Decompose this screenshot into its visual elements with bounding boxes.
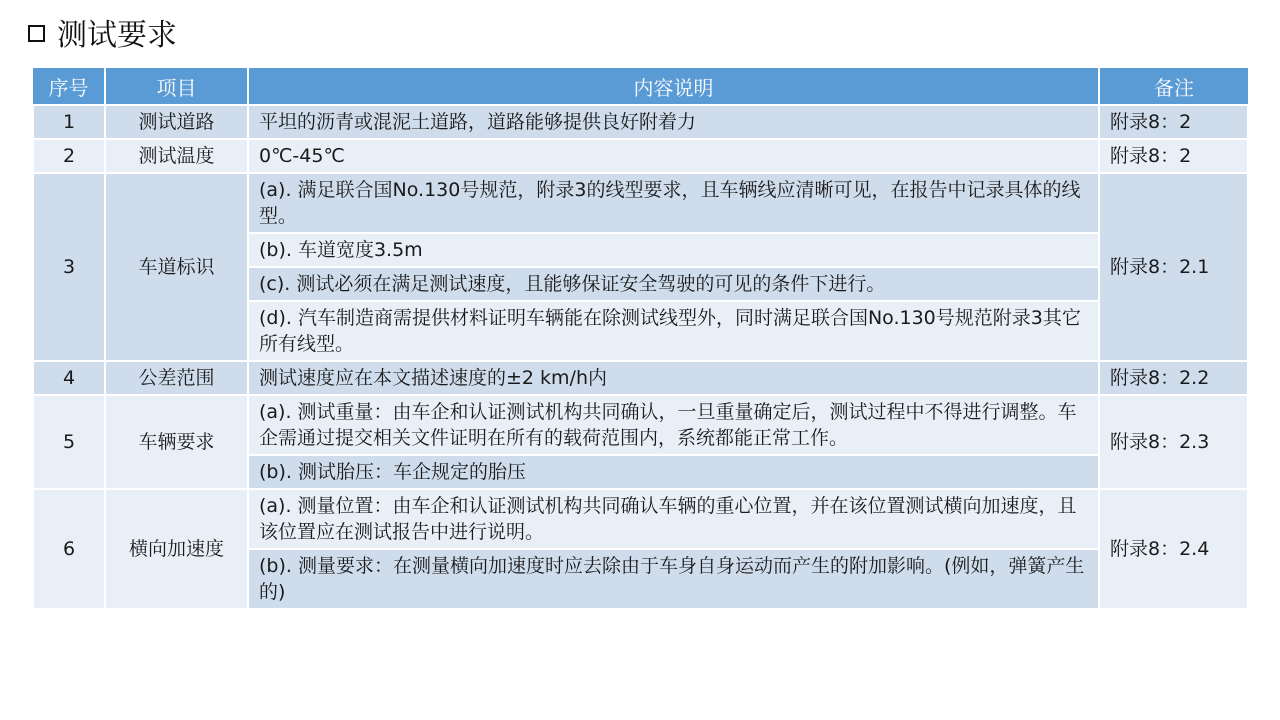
page-title <box>28 10 177 54</box>
table-row <box>33 173 1248 233</box>
row-note: 附录8：2.1 <box>1099 173 1248 361</box>
row-note: 附录8：2 <box>1099 105 1248 139</box>
header-index: 序号 <box>33 68 105 105</box>
row-content: (b). 测试胎压：车企规定的胎压 <box>248 455 1099 489</box>
row-content: (a). 测试重量：由车企和认证测试机构共同确认，一旦重量确定后，测试过程中不得进行调整。车企需通过提交相关文件证明在所有的载荷范围内，系统都能正常工作。 <box>248 395 1099 455</box>
table-row <box>33 361 1248 395</box>
table-header-row <box>33 68 1248 105</box>
table-row <box>33 395 1248 455</box>
row-note: 附录8：2.2 <box>1099 361 1248 395</box>
checkbox-icon <box>28 25 45 42</box>
row-content: (a). 测量位置：由车企和认证测试机构共同确认车辆的重心位置，并在该位置测试横向加速度，且该位置应在测试报告中进行说明。 <box>248 489 1099 549</box>
row-content: (a). 满足联合国No.130号规范，附录3的线型要求，且车辆线应清晰可见，在报告中记录具体的线型。 <box>248 173 1099 233</box>
row-content: (d). 汽车制造商需提供材料证明车辆能在除测试线型外，同时满足联合国No.130号规范附录3其它所有线型。 <box>248 301 1099 361</box>
row-note: 附录8：2.3 <box>1099 395 1248 489</box>
row-note: 附录8：2.4 <box>1099 489 1248 609</box>
requirements-table <box>32 68 1249 610</box>
row-content: (b). 车道宽度3.5m <box>248 233 1099 267</box>
row-content: 测试速度应在本文描述速度的±2 km/h内 <box>248 361 1099 395</box>
table-row <box>33 105 1248 139</box>
header-item: 项目 <box>105 68 248 105</box>
row-content: (c). 测试必须在满足测试速度，且能够保证安全驾驶的可见的条件下进行。 <box>248 267 1099 301</box>
table-row <box>33 489 1248 549</box>
row-item: 车辆要求 <box>105 395 248 489</box>
header-content: 内容说明 <box>248 68 1099 105</box>
row-content: 0℃-45℃ <box>248 139 1099 173</box>
row-item: 横向加速度 <box>105 489 248 609</box>
row-note: 附录8：2 <box>1099 139 1248 173</box>
table-row <box>33 139 1248 173</box>
row-index: 6 <box>33 489 105 609</box>
row-index: 2 <box>33 139 105 173</box>
row-content: (b). 测量要求：在测量横向加速度时应去除由于车身自身运动而产生的附加影响。(例如，弹簧产生的) <box>248 549 1099 609</box>
row-item: 车道标识 <box>105 173 248 361</box>
row-content: 平坦的沥青或混泥土道路，道路能够提供良好附着力 <box>248 105 1099 139</box>
row-item: 公差范围 <box>105 361 248 395</box>
header-note: 备注 <box>1099 68 1248 105</box>
row-item: 测试道路 <box>105 105 248 139</box>
row-index: 3 <box>33 173 105 361</box>
row-index: 4 <box>33 361 105 395</box>
row-item: 测试温度 <box>105 139 248 173</box>
row-index: 5 <box>33 395 105 489</box>
row-index: 1 <box>33 105 105 139</box>
page-title-text: 测试要求 <box>57 18 177 53</box>
